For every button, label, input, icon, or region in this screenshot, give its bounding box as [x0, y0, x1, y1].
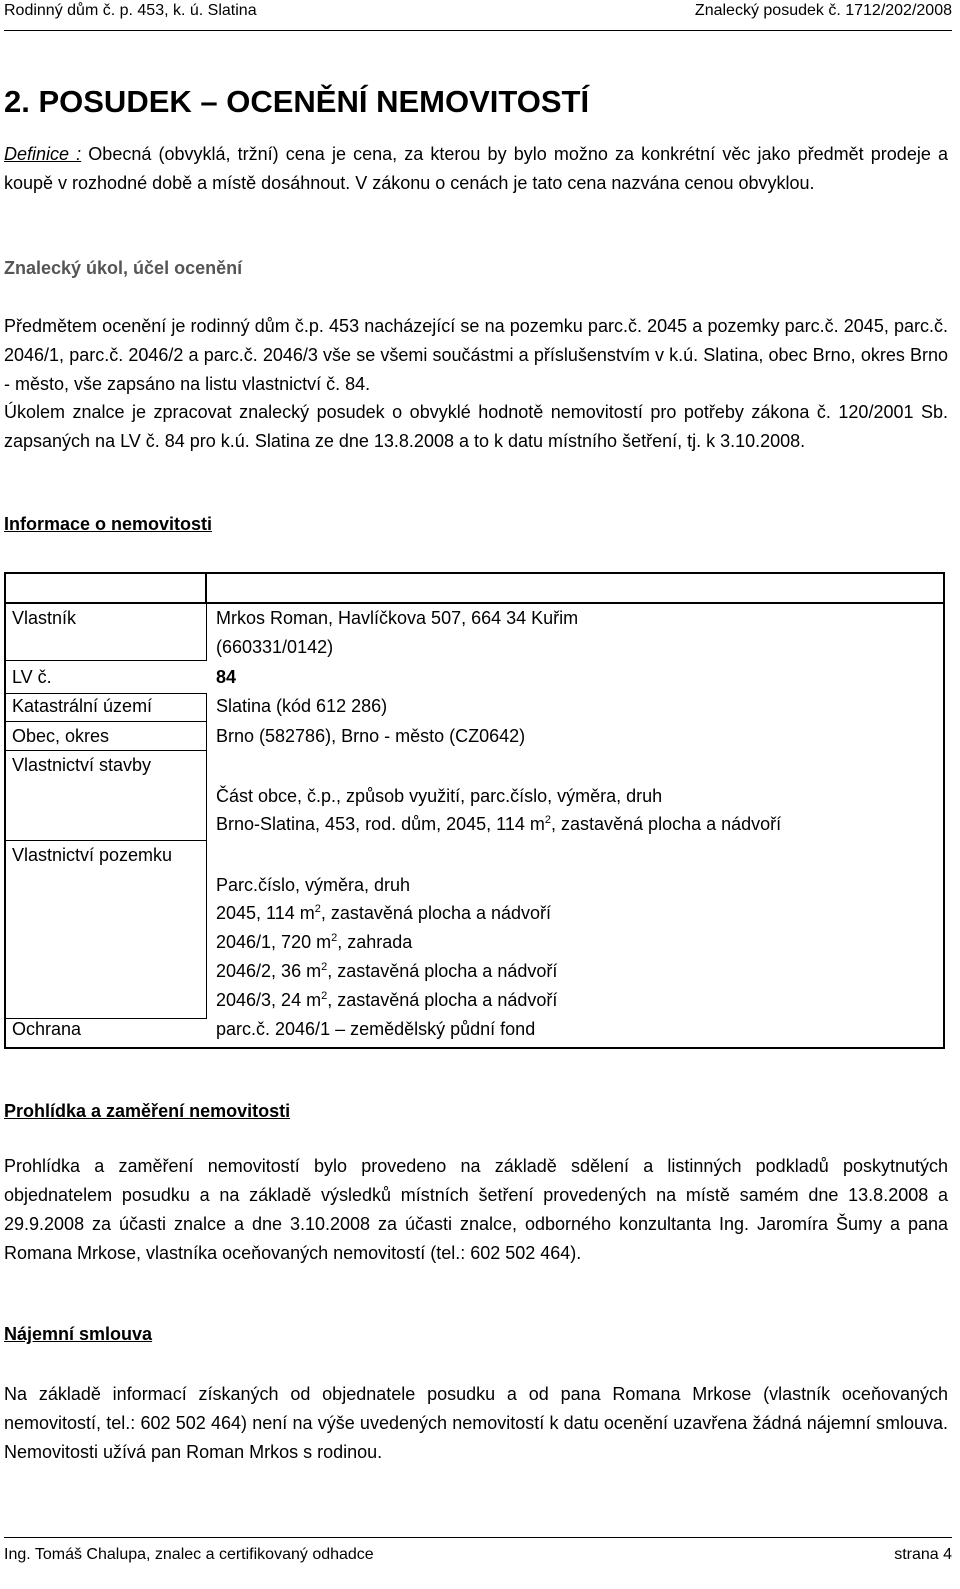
land-row-3-sup: 2	[321, 990, 328, 1002]
land-row-1-sup: 2	[331, 932, 338, 944]
info-heading: Informace o nemovitosti	[4, 514, 213, 534]
task-paragraph-2: Úkolem znalce je zpracovat znalecký posudek o obvyklé hodnotě nemovitostí pro potřeby zákona č. 120/2001 Sb. zapsaných na LV č. 84 pro k.ú. Slatina ze dne 13.8.2008 a to k datu místního šetření, tj. k 3.10.2008.	[4, 402, 948, 451]
lv-value: 84	[216, 667, 237, 687]
protection-value: parc.č. 2046/1 – zemědělský půdní fond	[216, 1019, 536, 1039]
land-row-1-pre: 2046/1, 720 m	[216, 932, 332, 952]
lv-label: LV č.	[12, 667, 52, 687]
owner-label: Vlastník	[12, 608, 77, 628]
land-row-0-sup: 2	[314, 903, 321, 915]
footer-left: Ing. Tomáš Chalupa, znalec a certifikovaný odhadce	[4, 1546, 374, 1563]
land-row-2-pre: 2046/2, 36 m	[216, 961, 322, 981]
definition-text: Obecná (obvyklá, tržní) cena je cena, za kterou by bylo možno za konkrétní věc jako předmět prodeje a koupě v rozhodné době a místě dosáhnout. V zákonu o cenách je tato cena nazvána cenou obvyklou.	[4, 144, 948, 193]
header-right: Znalecký posudek č. 1712/202/2008	[694, 2, 952, 19]
building-row-sup: 2	[544, 814, 551, 826]
cell-land-label-box	[6, 841, 207, 1019]
land-header: Parc.číslo, výměra, druh	[216, 875, 411, 895]
definition-paragraph	[4, 140, 948, 198]
lease-paragraph: Na základě informací získaných od objednatele posudku a od pana Romana Mrkose (vlastník oceňovaných nemovitostí, tel.: 602 502 464) není na výše uvedených nemovitostí k datu ocenění uzavřena žádná nájemní smlouva. Nemovitosti užívá pan Roman Mrkos s rodinou.	[4, 1384, 948, 1462]
land-row-2-post: , zastavěná plocha a nádvoří	[327, 961, 558, 981]
owner-value-2: (660331/0142)	[216, 637, 334, 657]
lease-heading: Nájemní smlouva	[4, 1324, 153, 1344]
table-top-band	[6, 574, 943, 604]
footer-rule	[4, 1537, 952, 1538]
building-row	[216, 814, 781, 835]
cadastre-label: Katastrální území	[12, 696, 153, 716]
municipality-label: Obec, okres	[12, 726, 110, 746]
land-row-0-pre: 2045, 114 m	[216, 903, 315, 923]
land-row-2-sup: 2	[321, 961, 328, 973]
footer-right: strana 4	[894, 1546, 952, 1563]
land-label: Vlastnictví pozemku	[12, 845, 173, 865]
cadastre-value: Slatina (kód 612 286)	[216, 696, 388, 716]
inspection-paragraph: Prohlídka a zaměření nemovitostí bylo provedeno na základě sdělení a listinných podkladů poskytnutých objednatelem posudku a na základě výsledků místních šetření provedených na místě samém dne 13.8.2008 a 29.9.2008 za účasti znalce a dne 3.10.2008 za účasti znalce, odborného konzultanta Ing. Jaromíra Šumy a pana Romana Mrkose, vlastníka oceňovaných nemovitostí (tel.: 602 502 464).	[4, 1156, 948, 1263]
building-row-pre: Brno-Slatina, 453, rod. dům, 2045, 114 m	[216, 814, 545, 834]
header-rule	[4, 30, 952, 31]
land-row-0-post: , zastavěná plocha a nádvoří	[320, 903, 552, 923]
land-row	[216, 932, 412, 953]
building-label: Vlastnictví stavby	[12, 755, 152, 775]
municipality-value: Brno (582786), Brno - město (CZ0642)	[216, 726, 526, 746]
task-paragraph-1: Předmětem ocenění je rodinný dům č.p. 453 nacházející se na pozemku parc.č. 2045 a pozemky parc.č. 2045, parc.č. 2046/1, parc.č. 2046/2 a parc.č. 2046/3 vše se všemi součástmi a příslušenstvím v k.ú. Slatina, obec Brno, okres Brno - město, vše zapsáno na listu vlastnictví č. 84.	[4, 316, 948, 394]
land-row	[216, 903, 551, 924]
page-title: 2. POSUDEK – OCENĚNÍ NEMOVITOSTÍ	[4, 84, 590, 119]
owner-value-1: Mrkos Roman, Havlíčkova 507, 664 34 Kuřim	[216, 608, 579, 628]
protection-label: Ochrana	[12, 1019, 82, 1039]
land-row	[216, 961, 557, 982]
land-row	[216, 990, 557, 1011]
building-row-post: , zastavěná plocha a nádvoří	[551, 814, 782, 834]
info-table	[4, 572, 945, 1049]
page-header	[4, 2, 952, 26]
task-heading: Znalecký úkol, účel ocenění	[4, 258, 243, 278]
inspection-heading: Prohlídka a zaměření nemovitosti	[4, 1101, 291, 1121]
table-divider	[205, 574, 207, 602]
land-row-3-pre: 2046/3, 24 m	[216, 990, 322, 1010]
definition-label: Definice :	[4, 144, 82, 164]
header-left: Rodinný dům č. p. 453, k. ú. Slatina	[4, 2, 257, 19]
land-row-3-post: , zastavěná plocha a nádvoří	[327, 990, 558, 1010]
land-row-1-post: , zahrada	[337, 932, 413, 952]
building-header: Část obce, č.p., způsob využití, parc.číslo, výměra, druh	[216, 786, 663, 806]
